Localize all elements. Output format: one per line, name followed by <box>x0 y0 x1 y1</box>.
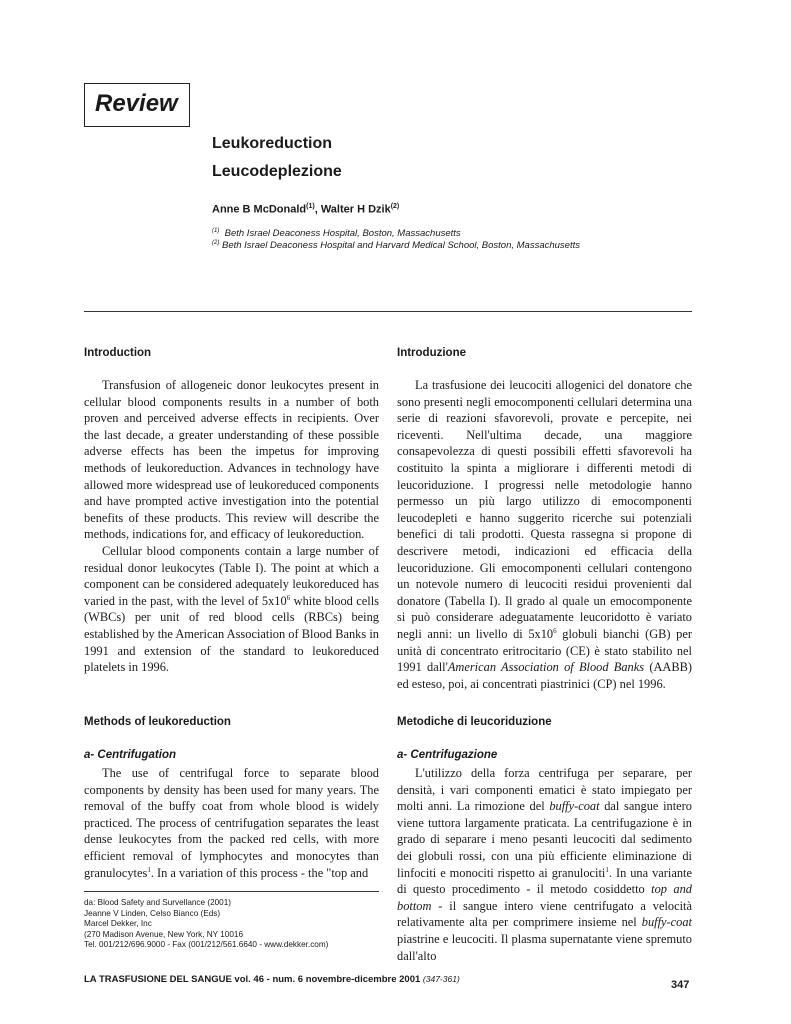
title-italian: Leucodeplezione <box>212 163 342 180</box>
intro-heading-en: Introduction <box>84 347 152 359</box>
footnote-line: Marcel Dekker, Inc <box>84 919 152 929</box>
intro-paragraph-it: La trasfusione dei leucociti allogenici del donatore che sono presenti negli emocomponenti cellulari determina una serie di reazioni sfavorevoli, provate e percepite, nei riceventi. Nell'ultima decade, una maggiore consapevolezza di questi possibili effetti sfavorevoli ha costituito la spinta a migliorare i differenti metodi di leucoriduzione. I progressi nelle metodologie hanno permesso un più largo utilizzo di emocomponenti leucodepleti e hanno suggerito ricerche sui potenziali benefici di tali prodotti. Questa rassegna si propone di descrivere metodi, indicazioni ed efficacia della leucoriduzione. Gli emocomponenti cellulari contengono un notevole numero di leucociti residui provenienti dal donatore (Tabella I). Il grado al quale un emocomponente si può considerare adeguatamente leucoridotto è variato negli anni: un livello di $5x10^6$ globuli bianchi (GB) per unità di concentrato eritrocitario (CE) è stato stabilito nel 1991 dall'American Association of Blood Banks (AABB) ed esteso, poi, ai concentrati piastrinici (CP) nel 1996. <box>397 378 692 691</box>
journal-pages: (347-361) <box>422 974 460 984</box>
journal-citation <box>84 974 460 985</box>
journal-name: LA TRASFUSIONE DEL SANGUE vol. 46 - num. 6 novembre-dicembre 2001 <box>84 974 423 985</box>
affiliation-2-text: Beth Israel Deaconess Hospital and Harvard Medical School, Boston, Massachusetts <box>221 240 580 252</box>
affiliation-1 <box>212 228 461 239</box>
author-1-affiliation-mark: (1) <box>306 203 315 210</box>
affiliation-2 <box>212 240 580 251</box>
centrifugation-paragraph-it: L'utilizzo della forza centrifuga per separare, per densità, i vari componenti ematici è stato impiegato per molti anni. La rimozione del buffy-coat dal sangue intero viene tuttora largamente praticata. La centrifugazione è in grado di separare i meno pesanti leucociti dal sedimento dei globuli rossi, con una più efficiente eliminazione di linfociti e monociti rispetto ai granulociti$^1$. In una variante di questo procedimento - il metodo cosiddetto top and bottom - il sangue intero viene centrifugato a velocità relativamente alta per comprimere insieme nel buffy-coat piastrine e leucociti. Il plasma supernatante viene spremuto dall'alto <box>397 766 692 963</box>
section-label: Review <box>95 90 178 117</box>
intro-heading-it: Introduzione <box>397 347 466 359</box>
footnote-line: Jeanne V Linden, Celso Bianco (Eds) <box>84 908 221 918</box>
intro-paragraph-2-en: Cellular blood components contain a large number of residual donor leukocytes (Table I). The point at which a component can be considered adequately leukoreduced has varied in the past, with the level of $5x10^6$ white blood cells (WBCs) per unit of red blood cells (RBCs) being established by the American Association of Blood Banks in 1991 and extension of the standard to leukoreduced platelets in 1996. <box>84 543 379 675</box>
author-1: Anne B McDonald <box>212 203 307 216</box>
centrifugation-body-it <box>397 765 692 964</box>
header-divider <box>84 311 692 312</box>
intro-paragraph-1-en: Transfusion of allogeneic donor leukocytes present in cellular blood components results in a number of both proven and perceived adverse effects in recipients. Over the last decade, a greater understanding of these possible adverse effects has been the impetus for improving methods of leukoreduction. Advances in technology have allowed more widespread use of leukoreduced components and have prompted active investigation into the potential benefits of these products. This review will describe the methods, indications for, and efficacy of leukoreduction. <box>84 378 379 542</box>
footnote-line: Tel. 001/212/696.9000 - Fax (001/212/561.6640 - www.dekker.com) <box>84 940 329 950</box>
affiliation-1-mark: (1) <box>212 228 220 234</box>
methods-heading-it: Metodiche di leucoriduzione <box>397 716 552 728</box>
author-2-affiliation-mark: (2) <box>390 203 400 210</box>
affiliation-1-text: Beth Israel Deaconess Hospital, Boston, Massachusetts <box>224 228 461 240</box>
footnote-line: (270 Madison Avenue, New York, NY 10016 <box>84 929 244 939</box>
authors: Anne B McDonald$^{(1)}$, Walter H Dzik$^{(2)}$ <box>212 203 400 216</box>
centrifugation-paragraph-en: The use of centrifugal force to separate blood components by density has been used for many years. The removal of the buffy coat from whole blood is widely practiced. The process of centrifugation separates the least dense leukocytes from the packed red cells, with more efficient removal of lymphocytes and monocytes than granulocytes$^1$. In a variation of this process - the "top and <box>84 766 379 880</box>
intro-body-en <box>84 377 379 676</box>
title-english: Leukoreduction <box>212 135 333 152</box>
footnote-line: da: Blood Safety and Survellance (2001) <box>84 898 232 907</box>
intro-body-it <box>397 377 692 692</box>
methods-heading-en: Methods of leukoreduction <box>84 716 231 728</box>
page-number: 347 <box>671 979 690 991</box>
source-footnote <box>84 898 384 951</box>
review-label-box <box>84 83 190 127</box>
centrifugation-heading-en: a- Centrifugation <box>84 749 176 761</box>
footnote-divider <box>84 891 379 892</box>
affiliation-2-mark: (2) <box>212 240 220 246</box>
author-2: Walter H Dzik <box>320 203 391 216</box>
centrifugation-heading-it: a- Centrifugazione <box>397 749 498 761</box>
centrifugation-body-en <box>84 765 379 881</box>
